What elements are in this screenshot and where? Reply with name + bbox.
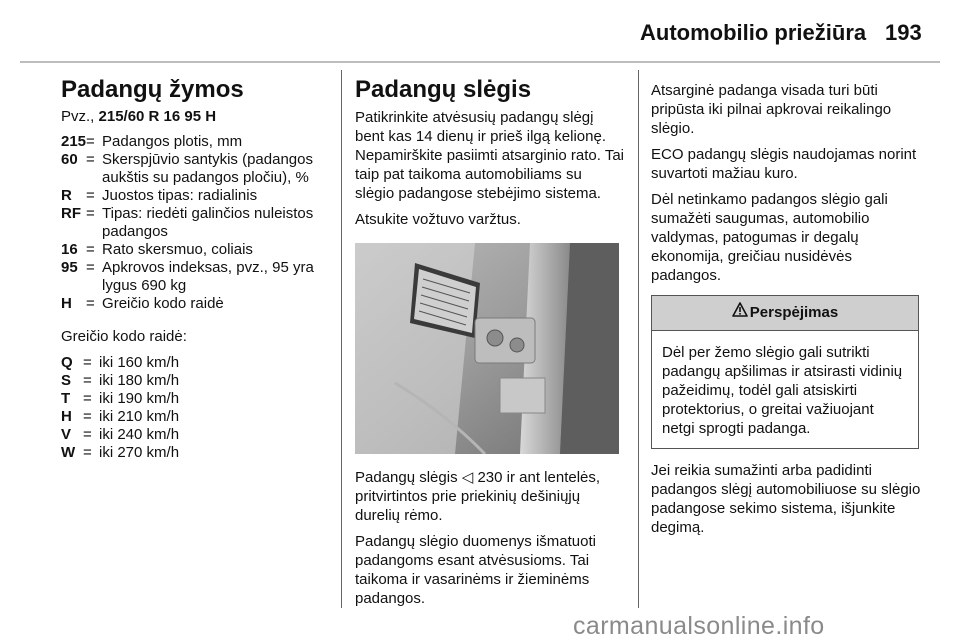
equals-sign: = (83, 372, 92, 389)
tire-pressure-heading: Padangų slėgis (355, 76, 532, 103)
tpms-adjust-paragraph: Jei reikia sumažinti arba padidinti padangos slėgį automobiliuose su slėgio padangose sekimo sistema, išjunkite degimą. (651, 462, 921, 536)
definition-text: Greičio kodo raidė (102, 295, 224, 312)
definition-row (61, 259, 331, 295)
speed-row (61, 354, 179, 372)
page-reference-icon: ◁ (461, 469, 474, 486)
header-divider (20, 61, 940, 63)
speed-limit: iki 180 km/h (99, 372, 180, 389)
definition-text: Tipas: riedėti galinčios nuleistos padangos (102, 205, 314, 240)
spare-tire-paragraph: Atsarginė padanga visada turi būti pripūsta iki pilnai apkrovai reikalingo slėgio. (651, 82, 892, 137)
equals-sign: = (86, 187, 95, 204)
speed-code: V (61, 426, 72, 443)
speed-limit: iki 270 km/h (99, 444, 180, 461)
equals-sign: = (86, 259, 95, 276)
definition-key: H (61, 295, 72, 312)
definition-text: Padangos plotis, mm (102, 133, 243, 150)
column-divider-left (341, 70, 342, 608)
speed-code-table (61, 354, 179, 462)
definition-text: Apkrovos indeksas, pvz., 95 yra lygus 690 kg (102, 259, 314, 294)
speed-code: Q (61, 354, 73, 371)
equals-sign: = (86, 295, 95, 312)
speed-row (61, 372, 179, 390)
speed-row (61, 408, 179, 426)
door-frame-label-photo (355, 243, 619, 454)
spare-tire-column (651, 81, 921, 537)
pressure-check-paragraph: Patikrinkite atvėsusių padangų slėgį bent kas 14 dienų ir prieš ilgą kelionę. Nepamirškite pasiimti atsarginio rato. Tai taip pat taikoma automobiliams su slėgio padangose stebėjimo sistema. (355, 109, 624, 202)
equals-sign: = (86, 241, 95, 258)
definition-key: 215 (61, 133, 87, 150)
equals-sign: = (86, 133, 95, 150)
equals-sign: = (86, 205, 95, 222)
valve-cap-paragraph: Atsukite vožtuvo varžtus. (355, 211, 521, 228)
example-line (61, 107, 331, 126)
tire-pressure-column (355, 75, 625, 608)
example-prefix: Pvz., (61, 108, 99, 125)
equals-sign: = (83, 444, 92, 461)
warning-text: Dėl per žemo slėgio gali sutrikti padangų apšilimas ir atsirasti vidinių pažeidimų, todėl gali atsiskirti protektorius, o greitai važiuojant netgi sprogti padanga. (662, 344, 903, 437)
equals-sign: = (83, 354, 92, 371)
definition-row (61, 295, 331, 313)
definition-row (61, 241, 331, 259)
speed-limit: iki 240 km/h (99, 426, 180, 443)
speed-limit: iki 210 km/h (99, 408, 180, 425)
speed-row (61, 444, 179, 462)
column-divider-right (638, 70, 639, 608)
definition-key: 16 (61, 241, 78, 258)
incorrect-pressure-paragraph: Dėl netinkamo padangos slėgio gali sumažėti saugumas, automobilio valdymas, patogumas ir degalų ekonomija, greičiau nusidėvės padangos. (651, 191, 888, 284)
speed-code: H (61, 408, 72, 425)
tire-markings-heading: Padangų žymos (61, 76, 244, 103)
page-header (0, 0, 960, 62)
warning-box (651, 295, 919, 449)
definition-key: RF (61, 205, 81, 222)
definition-key: 60 (61, 151, 78, 168)
equals-sign: = (86, 151, 95, 168)
speed-code-intro: Greičio kodo raidė: (61, 328, 187, 345)
equals-sign: = (83, 408, 92, 425)
equals-sign: = (83, 390, 92, 407)
header-title: Automobilio priežiūra (640, 20, 867, 45)
site-watermark: carmanualsonline.info (573, 612, 825, 640)
definition-row (61, 187, 331, 205)
warning-triangle-icon (732, 296, 748, 330)
speed-code: S (61, 372, 72, 389)
speed-code: T (61, 390, 71, 407)
definition-text: Juostos tipas: radialinis (102, 187, 258, 204)
door-frame-label-image (355, 243, 619, 454)
page-number: 193 (885, 20, 922, 45)
definition-row (61, 133, 331, 151)
equals-sign: = (83, 426, 92, 443)
definition-row (61, 205, 331, 241)
warning-title: Perspėjimas (749, 304, 839, 321)
tire-marking-definitions (61, 133, 331, 313)
cold-tires-paragraph: Padangų slėgio duomenys išmatuoti padangoms esant atvėsusioms. Tai taikoma ir vasarinėms ir žieminėms padangos. (355, 533, 596, 607)
caption-text-after: 230 ir ant lentelės, pritvirtintos prie priekinių dešiniųjų durelių rėmo. (355, 469, 601, 524)
definition-key: 95 (61, 259, 78, 276)
definition-text: Skerspjūvio santykis (padangos aukštis su padangos pločiu), % (102, 151, 313, 186)
caption-text-before: Padangų slėgis (355, 469, 462, 486)
definition-text: Rato skersmuo, coliais (102, 241, 253, 258)
speed-row (61, 426, 179, 444)
speed-limit: iki 190 km/h (99, 390, 180, 407)
example-value: 215/60 R 16 95 H (98, 108, 217, 125)
speed-row (61, 390, 179, 408)
definition-key: R (61, 187, 72, 204)
pressure-caption (355, 468, 625, 525)
definition-row (61, 151, 331, 187)
tire-markings-column (61, 75, 331, 462)
warning-header (652, 296, 918, 331)
speed-code: W (61, 444, 76, 461)
eco-pressure-paragraph: ECO padangų slėgis naudojamas norint suvartoti mažiau kuro. (651, 146, 917, 182)
speed-limit: iki 160 km/h (99, 354, 180, 371)
